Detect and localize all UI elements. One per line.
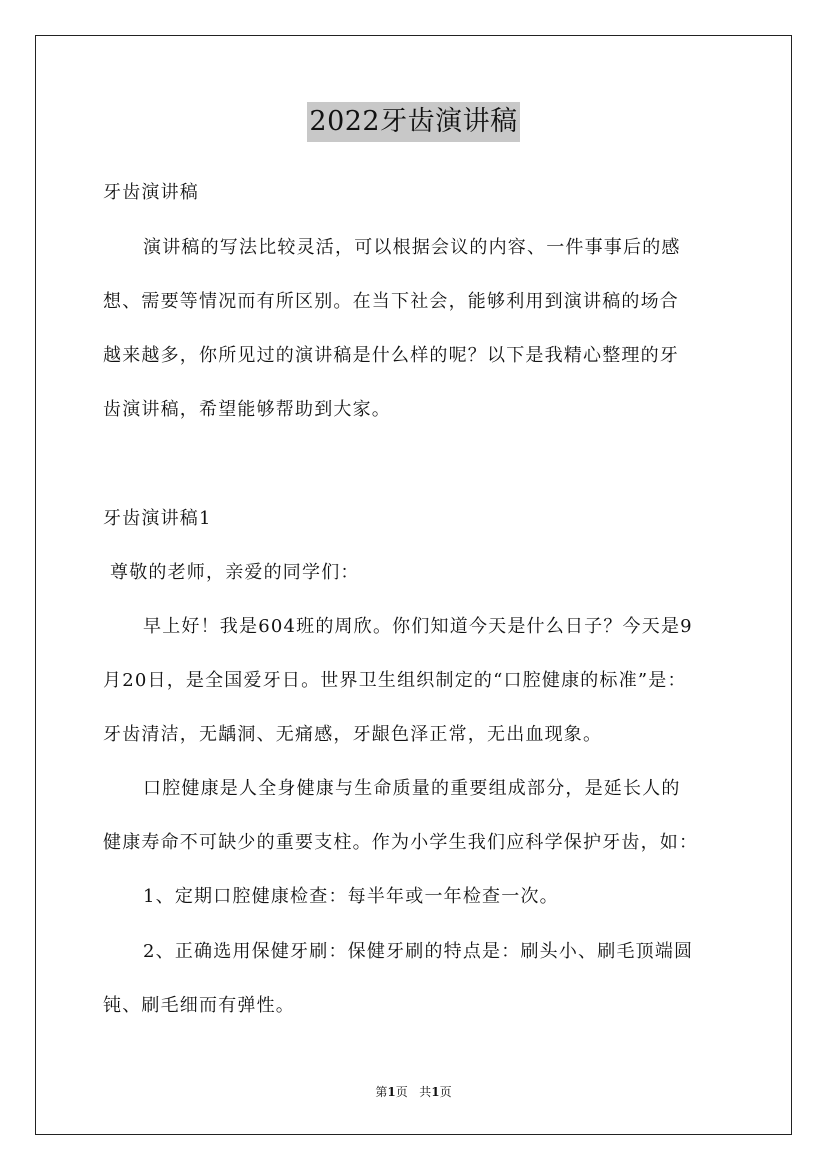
- list-item-1: 1、定期口腔健康检查：每半年或一年检查一次。: [143, 886, 559, 907]
- footer-mid: 页 共: [395, 1085, 432, 1099]
- section-heading: 牙齿演讲稿1: [103, 508, 212, 529]
- paragraph-line-4: 越来越多，你所见过的演讲稿是什么样的呢？以下是我精心整理的牙: [103, 345, 679, 366]
- paragraph-line-12: 健康寿命不可缺少的重要支柱。作为小学生我们应科学保护牙齿，如：: [103, 832, 699, 853]
- paragraph-line-11: 口腔健康是人全身健康与生命质量的重要组成部分，是延长人的: [143, 778, 681, 799]
- salutation: 尊敬的老师，亲爱的同学们：: [110, 562, 360, 583]
- paragraph-line-9: 月20日，是全国爱牙日。世界卫生组织制定的“口腔健康的标准”是：: [103, 670, 687, 691]
- paragraph-line-1: 牙齿演讲稿: [103, 182, 199, 203]
- list-item-2-continued: 钝、刷毛细而有弹性。: [103, 995, 295, 1016]
- paragraph-line-2: 演讲稿的写法比较灵活，可以根据会议的内容、一件事事后的感: [143, 237, 681, 258]
- paragraph-line-3: 想、需要等情况而有所区别。在当下社会，能够利用到演讲稿的场合: [103, 291, 679, 312]
- footer-page-total: 1: [431, 1085, 440, 1099]
- footer-page-number: 1: [387, 1085, 396, 1099]
- paragraph-line-10: 牙齿清洁，无龋洞、无痛感，牙龈色泽正常，无出血现象。: [103, 724, 603, 745]
- footer-suffix: 页: [439, 1085, 452, 1099]
- paragraph-line-5: 齿演讲稿，希望能够帮助到大家。: [103, 399, 391, 420]
- title-container: [0, 102, 827, 142]
- document-title: 2022牙齿演讲稿: [307, 102, 519, 142]
- paragraph-line-8: 早上好！我是604班的周欣。你们知道今天是什么日子？今天是9: [143, 616, 693, 637]
- footer-prefix: 第: [375, 1085, 388, 1099]
- page-footer: [0, 1084, 827, 1100]
- list-item-2: 2、正确选用保健牙刷：保健牙刷的特点是：刷头小、刷毛顶端圆: [143, 941, 694, 962]
